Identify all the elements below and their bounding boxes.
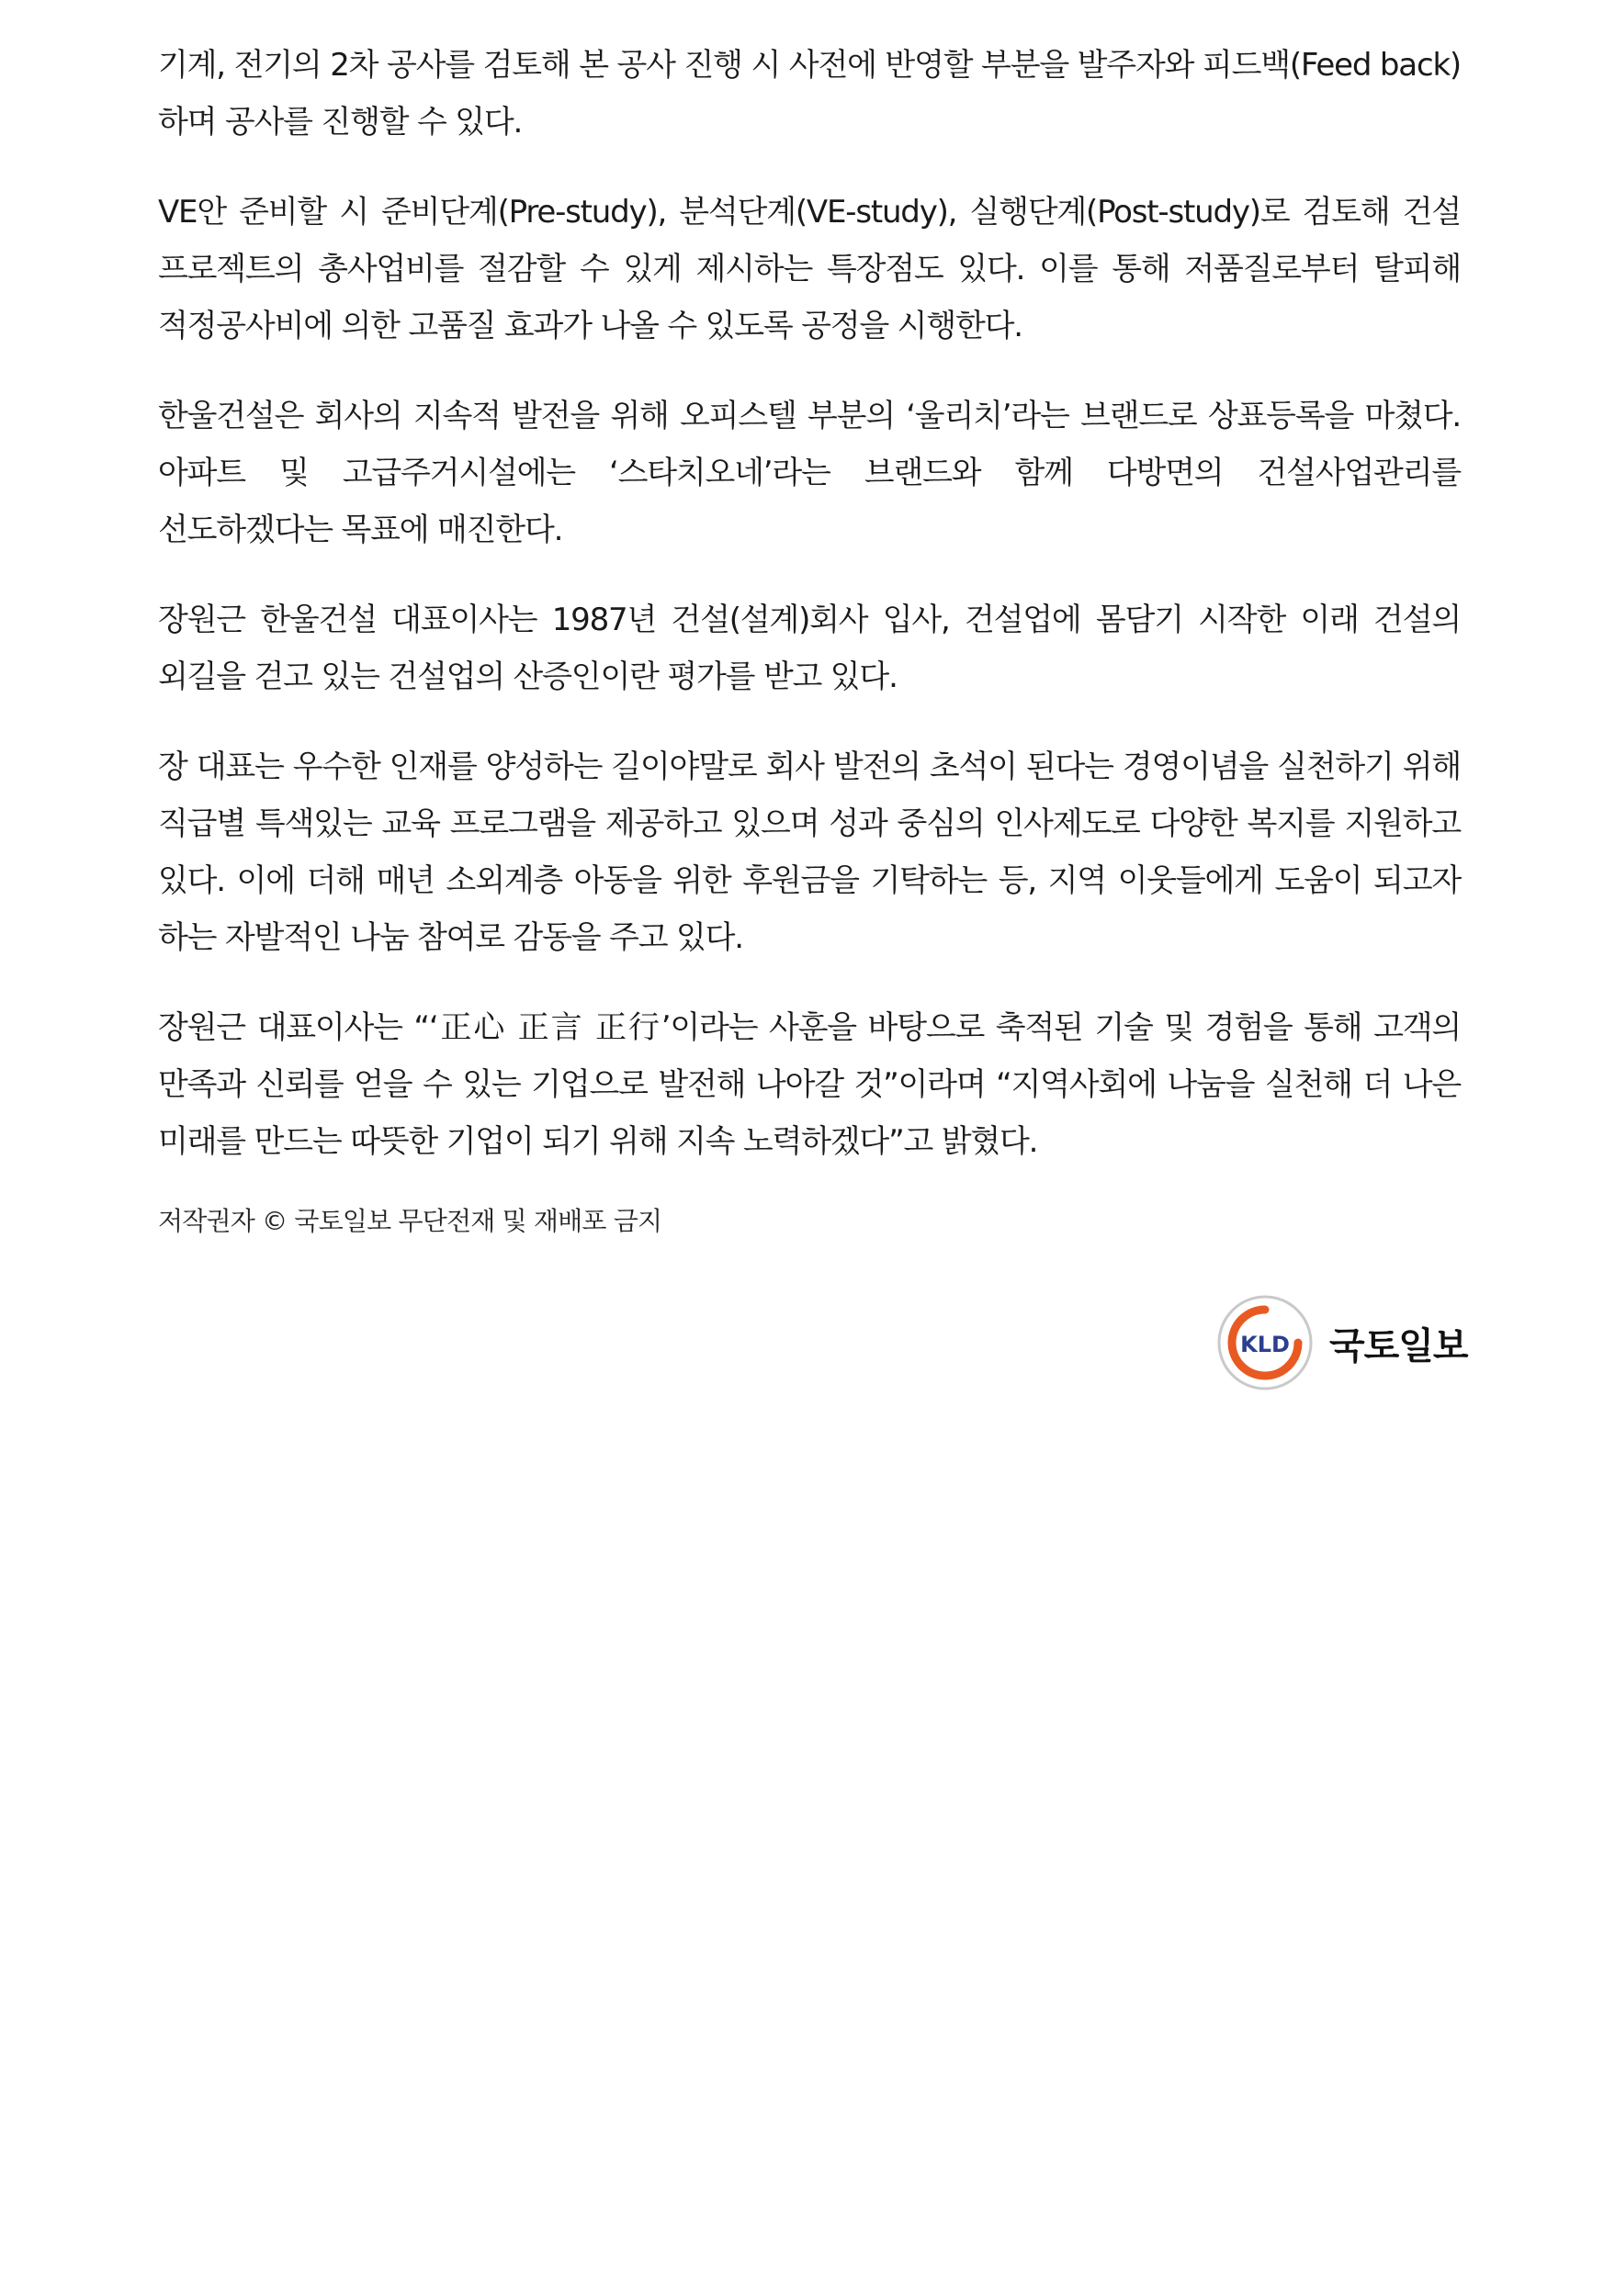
logo-text: KLD	[1240, 1332, 1290, 1357]
article-paragraph-3: 한울건설은 회사의 지속적 발전을 위해 오피스텔 부분의 ‘울리치’라는 브랜드로 상표등록을 마쳤다. 아파트 및 고급주거시설에는 ‘스타치오네’라는 브랜드와 함께 다방면의 건설사업관리를 선도하겠다는 목표에 매진한다.	[158, 398, 1461, 548]
article-paragraph-5: 장 대표는 우수한 인재를 양성하는 길이야말로 회사 발전의 초석이 된다는 경영이념을 실천하기 위해 직급별 특색있는 교육 프로그램을 제공하고 있으며 성과 중심의 인사제도로 다양한 복지를 지원하고 있다. 이에 더해 매년 소외계층 아동을 위한 후원금을 기탁하는 등, 지역 이웃들에게 도움이 되고자 하는 자발적인 나눔 참여로 감동을 주고 있다.	[158, 748, 1461, 956]
publisher-name: 국토일보	[1329, 1324, 1468, 1367]
publisher-brand	[1217, 1295, 1468, 1390]
article-paragraph-6: 장원근 대표이사는 “‘正心 正言 正行’이라는 사훈을 바탕으로 축적된 기술 및 경험을 통해 고객의 만족과 신뢰를 얻을 수 있는 기업으로 발전해 나아갈 것”이라며 “지역사회에 나눔을 실천해 더 나은 미래를 만드는 따뜻한 기업이 되기 위해 지속 노력하겠다”고 밝혔다.	[158, 1009, 1461, 1160]
kld-logo-icon	[1217, 1295, 1313, 1390]
article-paragraph-2: VE안 준비할 시 준비단계(Pre-study), 분석단계(VE-study), 실행단계(Post-study)로 검토해 건설 프로젝트의 총사업비를 절감할 수 있게 제시하는 특장점도 있다. 이를 통해 저품질로부터 탈피해 적정공사비에 의한 고품질 효과가 나올 수 있도록 공정을 시행한다.	[158, 194, 1461, 344]
article-paragraph-1: 기계, 전기의 2차 공사를 검토해 본 공사 진행 시 사전에 반영할 부분을 발주자와 피드백(Feed back)하며 공사를 진행할 수 있다.	[158, 47, 1461, 141]
copyright-notice: 저작권자 © 국토일보 무단전재 및 재배포 금지	[158, 1206, 662, 1236]
article-body	[158, 37, 1461, 1240]
article-paragraph-4: 장원근 한울건설 대표이사는 1987년 건설(설계)회사 입사, 건설업에 몸담기 시작한 이래 건설의 외길을 걷고 있는 건설업의 산증인이란 평가를 받고 있다.	[158, 602, 1461, 695]
